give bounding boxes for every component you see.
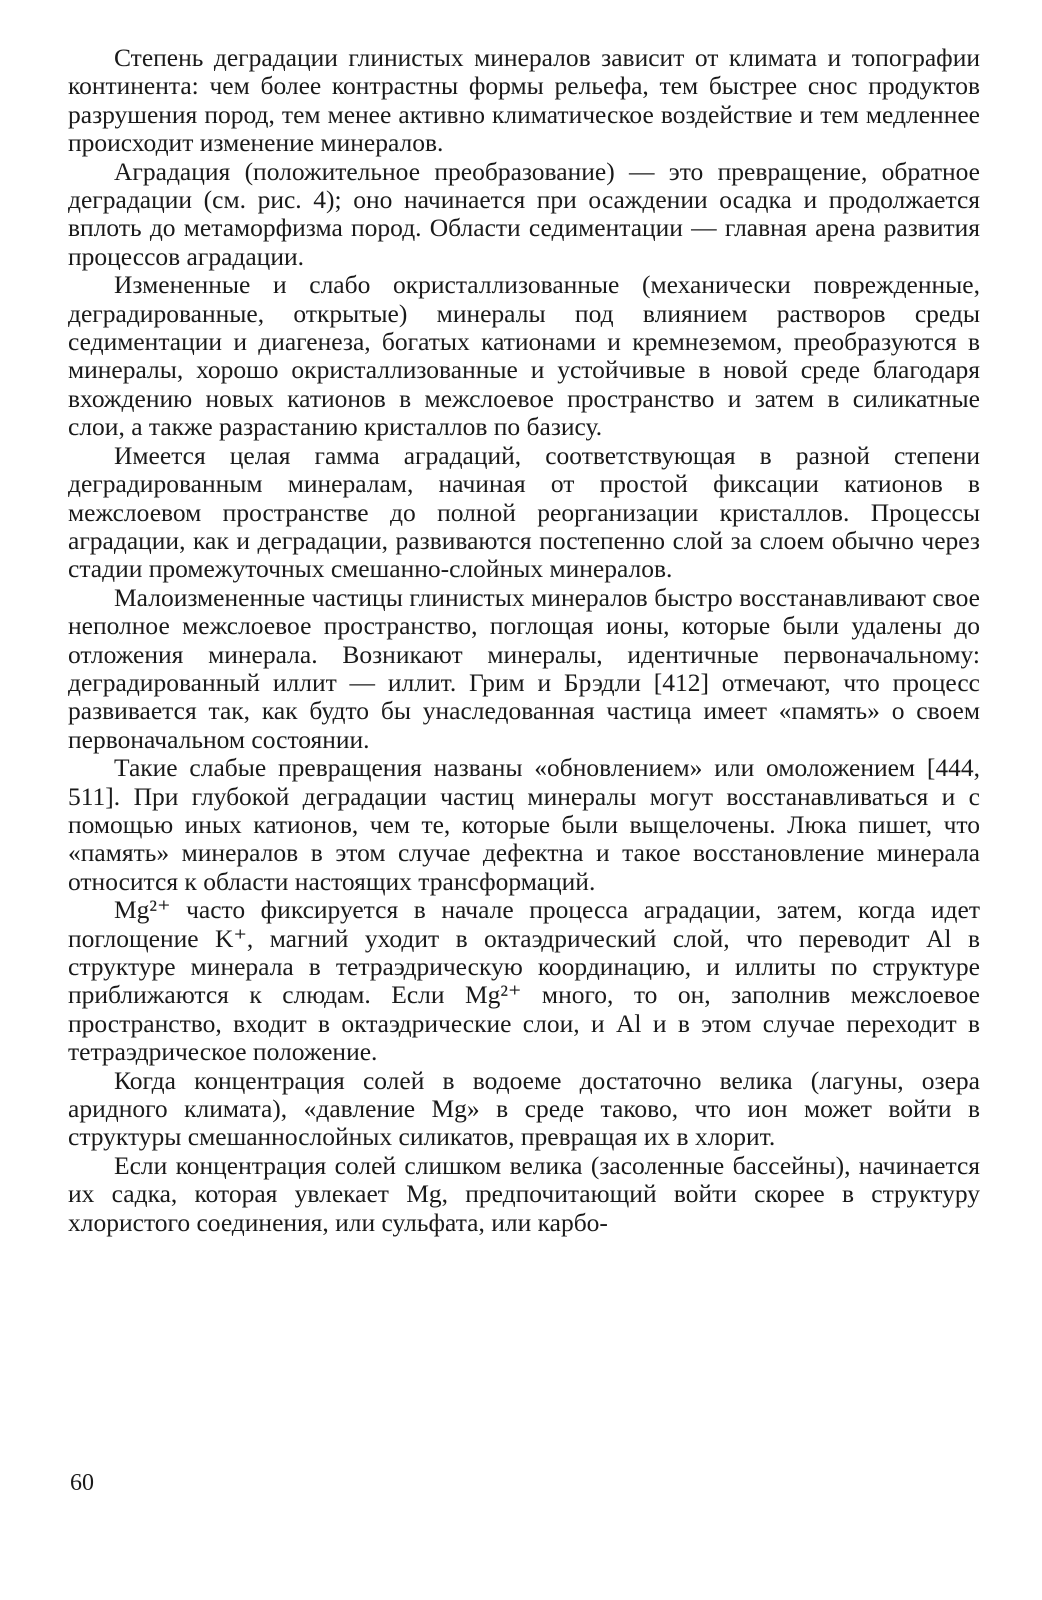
paragraph-degradation-climate: Степень деградации глинистых минералов зависит от климата и топографии континента: чем более контрастны формы рельефа, тем быстрее снос продуктов разрушения пород, тем менее активно климатическое воздействие и тем медленнее происходит изменение минералов. <box>68 43 980 158</box>
body-text <box>68 44 980 1237</box>
paragraph-salt-concentration: Когда концентрация солей в водоеме достаточно велика (лагуны, озера аридного климата), «давление Mg» в среде таково, что ион может войти в структуры смешаннослойных силикатов, превращая их в хлорит. <box>68 1065 980 1152</box>
paragraph-aggradation-definition: Аградация (положительное преобразование) — это превращение, обратное деградации (см. рис. 4); оно начинается при осаждении осадка и продолжается вплоть до метаморфизма пород. Области седиментации — главная арена развития процессов аградации. <box>68 156 980 271</box>
paragraph-magnesium-fixation: Mg²⁺ часто фиксируется в начале процесса аградации, затем, когда идет поглощение K⁺, магний уходит в октаэдрический слой, что переводит Al в структуре минерала в тетраэдрическую координацию, и иллиты по структуре приближаются к слюдам. Если Mg²⁺ много, то он, заполнив межслоевое пространство, входит в октаэдрические слои, и Al и в этом случае переходит в тетраэдрическое положение. <box>68 895 980 1067</box>
paragraph-salt-precipitation: Если концентрация солей слишком велика (засоленные бассейны), начинается их садка, которая увлекает Mg, предпочитающий войти скорее в структуру хлористого соединения, или сульфата, или карбо- <box>68 1150 980 1237</box>
paragraph-slightly-altered-particles: Малоизмененные частицы глинистых минералов быстро восстанавливают свое неполное межслоевое пространство, поглощая ионы, которые были удалены до отложения минерала. Возникают минералы, идентичные первоначальному: деградированный иллит — иллит. Грим и Брэдли [412] отмечают, что процесс развивается так, как будто бы унаследованная частица имеет «память» о своем первоначальном состоянии. <box>68 582 980 754</box>
page-number: 60 <box>70 1470 94 1496</box>
paragraph-altered-minerals: Измененные и слабо окристаллизованные (механически поврежденные, деградированные, открытые) минералы под влиянием растворов среды седиментации и диагенеза, богатых катионами и кремнеземом, преобразуются в минералы, хорошо окристаллизованные и устойчивые в новой среде благодаря вхождению новых катионов в межслоевое пространство и затем в силикатные слои, а также разрастанию кристаллов по базису. <box>68 270 980 442</box>
paragraph-renewal: Такие слабые превращения названы «обновлением» или омоложением [444, 511]. При глубокой деградации частиц минералы могут восстанавливаться и с помощью иных катионов, чем те, которые были выщелочены. Люка пишет, что «память» минералов в этом случае дефектна и такое восстановление минерала относится к области настоящих трансформаций. <box>68 753 980 896</box>
paragraph-aggradation-range: Имеется целая гамма аградаций, соответствующая в разной степени деградированным минералам, начиная от простой фиксации катионов в межслоевом пространстве до полной реорганизации кристаллов. Процессы аградации, как и деградации, развиваются постепенно слой за слоем обычно через стадии промежуточных смешанно-слойных минералов. <box>68 440 980 584</box>
